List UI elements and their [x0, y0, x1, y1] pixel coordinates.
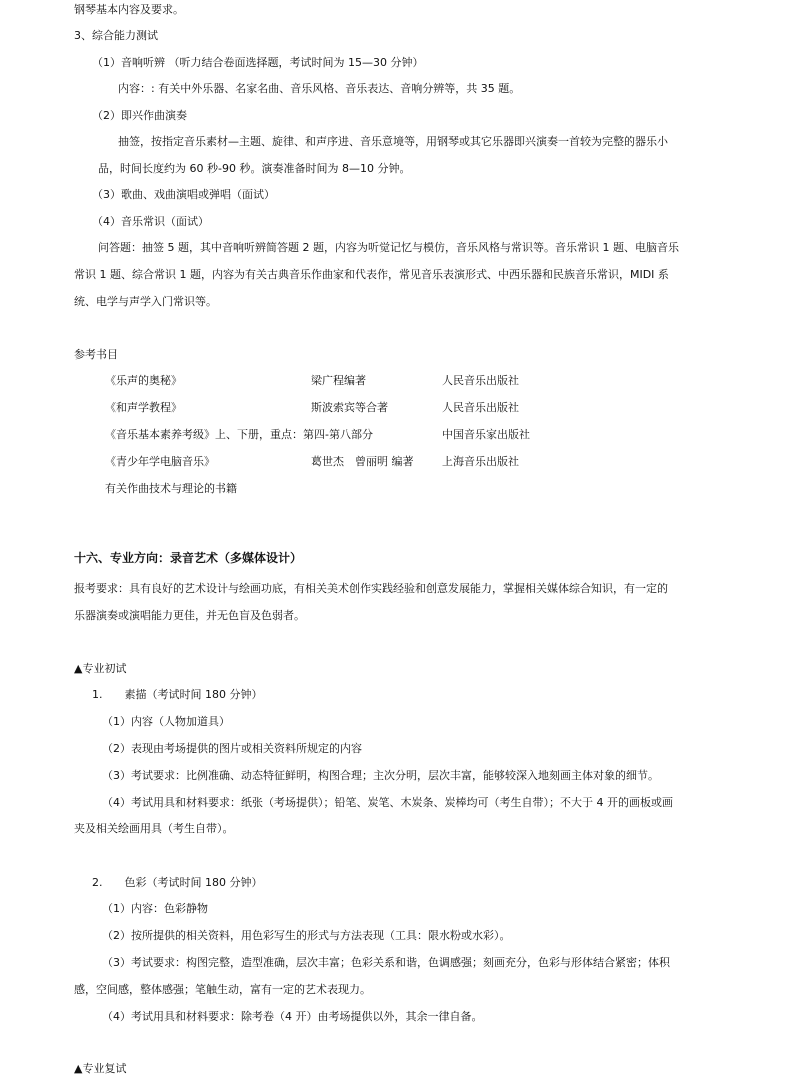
text-line: 夹及相关绘画用具（考生自带）。: [74, 822, 234, 835]
subsection-heading: ▲专业复试: [74, 1062, 127, 1075]
reference-title: 《音乐基本素养考级》上、下册，重点：第四-第八部分: [105, 428, 373, 441]
reference-author: 葛世杰 曾丽明 编著: [311, 455, 414, 468]
references-heading: 参考书目: [74, 348, 118, 361]
section-heading: 3、综合能力测试: [74, 29, 158, 42]
text-line: （3）歌曲、戏曲演唱或弹唱（面试）: [92, 188, 275, 201]
reference-publisher: 人民音乐出版社: [442, 401, 519, 414]
text-line: 有关作曲技术与理论的书籍: [105, 482, 237, 495]
text-line: 乐器演奏或演唱能力更佳，并无色盲及色弱者。: [74, 609, 305, 622]
reference-publisher: 中国音乐家出版社: [442, 428, 530, 441]
section-title: 十六、专业方向：录音艺术（多媒体设计）: [74, 551, 303, 565]
text-line: （3）考试要求：比例准确、动态特征鲜明，构图合理；主次分明，层次丰富，能够较深入地刻画主体对象的细节。: [102, 769, 659, 782]
text-line: 报考要求：具有良好的艺术设计与绘画功底，有相关美术创作实践经验和创意发展能力，掌握相关媒体综合知识，有一定的: [74, 582, 668, 595]
text-line: 统、电学与声学入门常识等。: [74, 295, 217, 308]
text-line: 1. 素描（考试时间 180 分钟）: [92, 688, 263, 701]
text-line: （4）考试用具和材料要求：纸张（考场提供）；铅笔、炭笔、木炭条、炭棒均可（考生自带）；不大于 4 开的画板或画: [102, 796, 673, 809]
text-line: （4）音乐常识（面试）: [92, 215, 209, 228]
text-line: 问答题：抽签 5 题，其中音响听辨简答题 2 题，内容为听觉记忆与模仿，音乐风格与常识等。音乐常识 1 题、电脑音乐: [98, 241, 679, 254]
text-line: 钢琴基本内容及要求。: [74, 3, 184, 16]
text-line: 感，空间感，整体感强；笔触生动，富有一定的艺术表现力。: [74, 983, 371, 996]
reference-title: 《青少年学电脑音乐》: [105, 455, 215, 468]
reference-publisher: 上海音乐出版社: [442, 455, 519, 468]
text-line: 2. 色彩（考试时间 180 分钟）: [92, 876, 263, 889]
reference-title: 《乐声的奥秘》: [105, 374, 182, 387]
text-line: （1）内容：色彩静物: [102, 902, 208, 915]
text-line: （1）音响听辨 （听力结合卷面选择题，考试时间为 15—30 分钟）: [92, 56, 424, 69]
reference-author: 斯波索宾等合著: [311, 401, 388, 414]
text-line: （2）按所提供的相关资料，用色彩写生的形式与方法表现（工具：限水粉或水彩）。: [102, 929, 511, 942]
text-line: 抽签，按指定音乐素材—主题、旋律、和声序进、音乐意境等，用钢琴或其它乐器即兴演奏一首较为完整的器乐小: [118, 135, 668, 148]
text-line: 品，时间长度约为 60 秒-90 秒。演奏准备时间为 8—10 分钟。: [98, 162, 411, 175]
subsection-heading: ▲专业初试: [74, 662, 127, 675]
reference-author: 梁广程编著: [311, 374, 366, 387]
text-line: 内容：: 有关中外乐器、名家名曲、音乐风格、音乐表达、音响分辨等，共 35 题。: [118, 82, 521, 95]
text-line: （4）考试用具和材料要求：除考卷（4 开）由考场提供以外，其余一律自备。: [102, 1010, 483, 1023]
text-line: （1）内容（人物加道具）: [102, 715, 230, 728]
text-line: 常识 1 题、综合常识 1 题，内容为有关古典音乐作曲家和代表作，常见音乐表演形式、中西乐器和民族音乐常识，MIDI 系: [74, 268, 669, 281]
reference-publisher: 人民音乐出版社: [442, 374, 519, 387]
text-line: （2）表现由考场提供的图片或相关资料所规定的内容: [102, 742, 362, 755]
text-line: （2）即兴作曲演奏: [92, 109, 187, 122]
reference-title: 《和声学教程》: [105, 401, 182, 414]
text-line: （3）考试要求：构图完整，造型准确，层次丰富；色彩关系和谐，色调感强；刻画充分，色彩与形体结合紧密；体积: [102, 956, 670, 969]
